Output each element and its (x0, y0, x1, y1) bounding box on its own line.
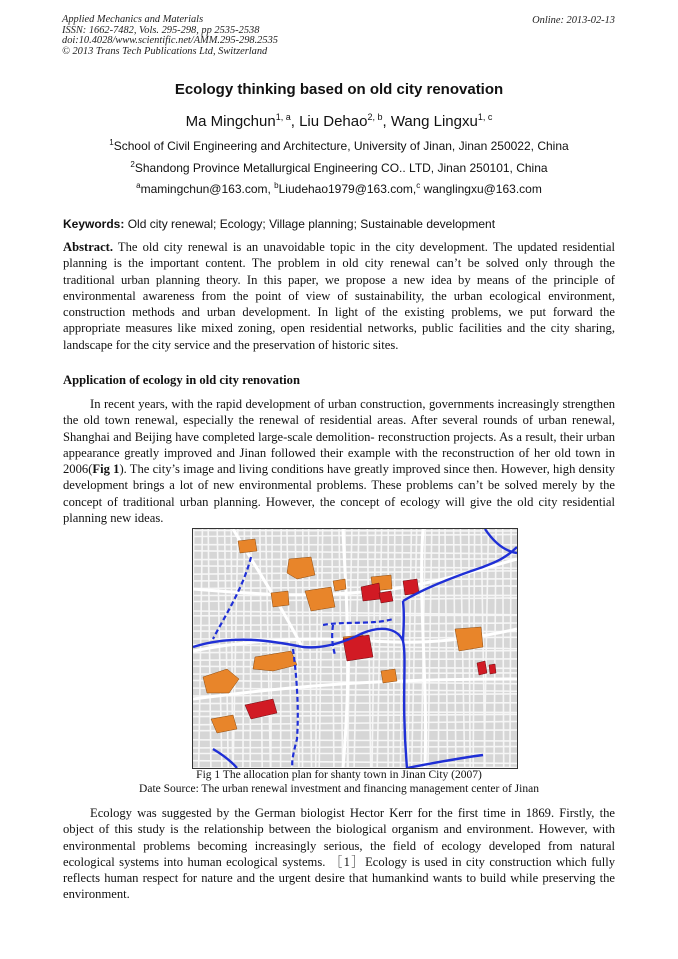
issn-line: ISSN: 1662-7482, Vols. 295-298, pp 2535-2538 (62, 24, 260, 36)
author-sup: 1, c (477, 112, 493, 122)
author-sup: 1, a (275, 112, 291, 122)
affiliation-sup: 2 (130, 160, 135, 169)
affiliation-1 (0, 138, 678, 153)
figure-source: Date Source: The urban renewal investment and financing management center of Jinan (139, 783, 539, 795)
author-name: Wang Lingxu (390, 113, 478, 130)
city-map-image (193, 529, 517, 768)
figure-caption: Fig 1 The allocation plan for shanty town in Jinan City (2007) (196, 769, 482, 781)
journal-header (62, 15, 278, 57)
affiliation-text: Shandong Province Metallurgical Engineering CO.. LTD, Jinan 250101, China (134, 161, 548, 175)
keywords-text: Old city renewal; Ecology; Village planning; Sustainable development (124, 217, 496, 231)
paper-title: Ecology thinking based on old city renovation (174, 81, 504, 98)
email-text: mamingchun@163.com, (140, 182, 275, 196)
abstract (63, 239, 615, 353)
affiliation-text: School of Civil Engineering and Architecture, University of Jinan, Jinan 250022, China (113, 139, 569, 153)
abstract-text: The old city renewal is an unavoidable topic in the city development. The updated residential planning is the important content. The problem in old city renewal can’t be solved only through the traditional urban planning theory. In this paper, we propose a new idea by means of the principle of environmental awareness from the point of view of sustainability, the urban ecological environment, construction methods and urban development. In light of the existing problems, we put forward the appropriate measures like mixed zoning, open residential networks, public facilities and the city sharing, landscape for the city service and the preservation of historic sites. (63, 240, 615, 352)
affiliation-sup: 1 (109, 138, 114, 147)
keywords-label: Keywords: (63, 217, 125, 231)
email-text: Liudehao1979@163.com, (278, 182, 417, 196)
author-name: Liu Dehao (299, 113, 368, 130)
section-paragraph-1 (63, 396, 615, 526)
author-sup: 2, b (367, 112, 383, 122)
paragraph-text: In recent years, with the rapid development of urban construction, governments increasingly strengthen the old town renewal, especially the renewal of residential areas. After several rounds of urban renewal, Shanghai and Beijing have completed large-scale demolition- reconstruction projects. As a result, their urban appearance greatly improved and Jinan followed their example with the reconstruction of her old town in 2006( (63, 397, 615, 477)
affiliation-2 (0, 160, 678, 175)
email-text: wanglingxu@163.com (420, 182, 542, 196)
keywords (63, 217, 495, 231)
abstract-label: Abstract. (63, 240, 114, 254)
email-sup: b (274, 181, 279, 190)
section-heading: Application of ecology in old city renovation (63, 373, 300, 387)
author-list: Ma Mingchun$^{1, a}$, Liu Dehao$^{2, b}$, Wang Lingxu$^{1, c}$ (185, 112, 493, 130)
online-date: Online: 2013-02-13 (532, 15, 615, 26)
email-line (0, 181, 678, 196)
journal-name: Applied Mechanics and Materials (62, 14, 204, 25)
email-sup: a (136, 181, 141, 190)
figure-map (192, 528, 518, 769)
figure-reference: Fig 1 (92, 462, 120, 477)
doi-line: doi:10.4028/www.scientific.net/AMM.295-298.2535 (62, 35, 278, 47)
copyright-line: © 2013 Trans Tech Publications Ltd, Switzerland (62, 45, 268, 57)
paragraph-text: ). The city’s image and living conditions have greatly improved since then. However, high density development brings a lot of new environmental problems. These problems can’t be solved merely by the concept of traditional urban planning. However, the concept of ecology will give the old city residential planning new ideas. (63, 462, 616, 526)
author-name: Ma Mingchun (185, 113, 276, 130)
section-paragraph-2: Ecology was suggested by the German biologist Hector Kerr for the first time in 1869. Firstly, the object of this study is the relationship between the biological organism and environment. However, with environmental problems becoming increasingly serious, the field of ecology developed from natural ecological systems into human ecological systems. ［1］Ecology is used in city construction which fully reflects human respect for nature and the urgent desire that humankind wants to build while preserving the environment. (63, 806, 615, 902)
email-sup: c (416, 181, 421, 190)
